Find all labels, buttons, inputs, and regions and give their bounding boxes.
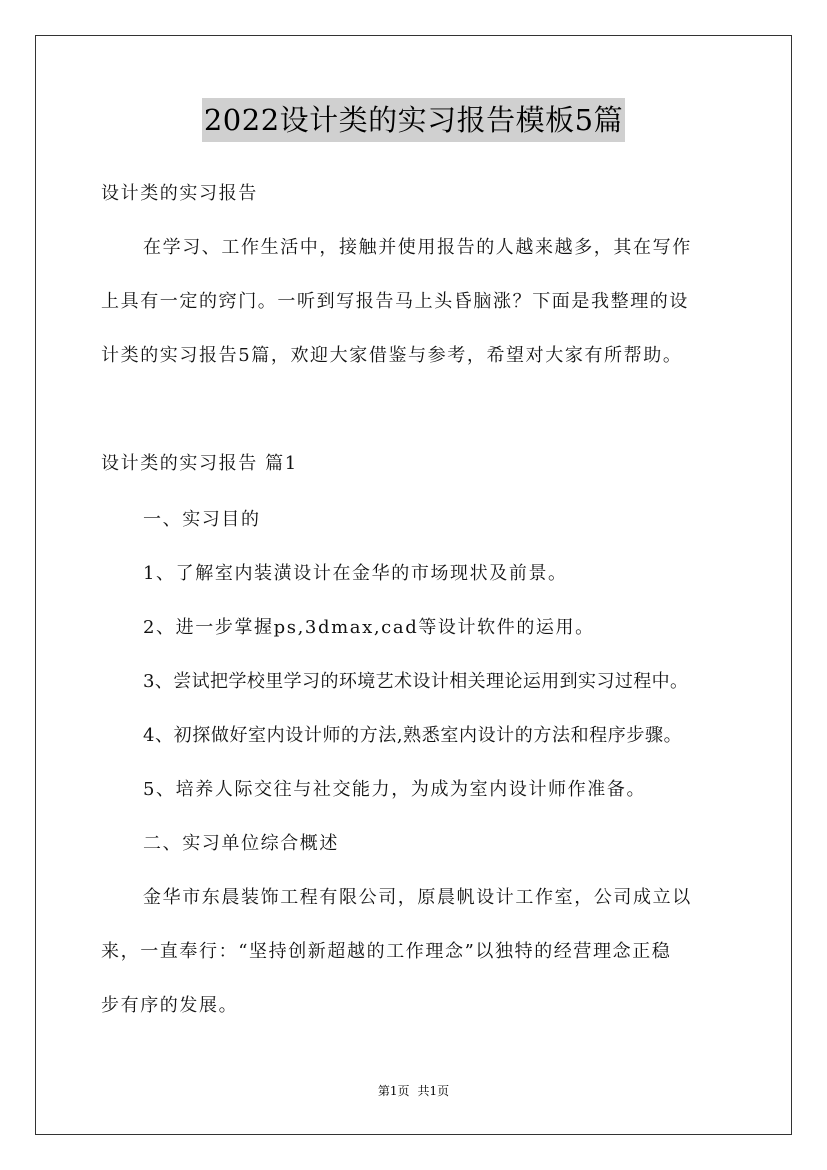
paragraph-line: 金华市东晨装饰工程有限公司，原晨帆设计工作室，公司成立以 xyxy=(143,887,692,908)
paragraph-line: 步有序的发展。 xyxy=(101,995,239,1016)
intro-line: 在学习、工作生活中，接触并使用报告的人越来越多，其在写作 xyxy=(143,237,692,258)
document-title: 2022设计类的实习报告模板5篇 xyxy=(202,98,625,142)
subheading-overview: 二、实习单位综合概述 xyxy=(143,833,339,854)
intro-line: 上具有一定的窍门。一听到写报告马上头昏脑涨？下面是我整理的设 xyxy=(101,291,689,312)
list-item: 5、培养人际交往与社交能力，为成为室内设计师作准备。 xyxy=(143,779,647,800)
page-footer xyxy=(0,1083,827,1099)
page-total: 共1页 xyxy=(417,1084,450,1098)
page-number: 第1页 xyxy=(377,1084,410,1098)
intro-line: 计类的实习报告5篇，欢迎大家借鉴与参考，希望对大家有所帮助。 xyxy=(101,345,683,366)
paragraph-line: 来，一直奉行：“坚持创新超越的工作理念”以独特的经营理念正稳 xyxy=(101,941,672,962)
list-item: 3、尝试把学校里学习的环境艺术设计相关理论运用到实习过程中。 xyxy=(143,671,689,692)
intro-heading: 设计类的实习报告 xyxy=(101,183,258,204)
list-item: 2、进一步掌握ps,3dmax,cad等设计软件的运用。 xyxy=(143,617,595,638)
subheading-purpose: 一、实习目的 xyxy=(143,509,261,530)
list-item: 4、初探做好室内设计师的方法,熟悉室内设计的方法和程序步骤。 xyxy=(143,725,683,746)
list-item: 1、了解室内装潢设计在金华的市场现状及前景。 xyxy=(143,563,568,584)
section-heading: 设计类的实习报告 篇1 xyxy=(101,453,298,474)
title-container xyxy=(0,98,827,142)
